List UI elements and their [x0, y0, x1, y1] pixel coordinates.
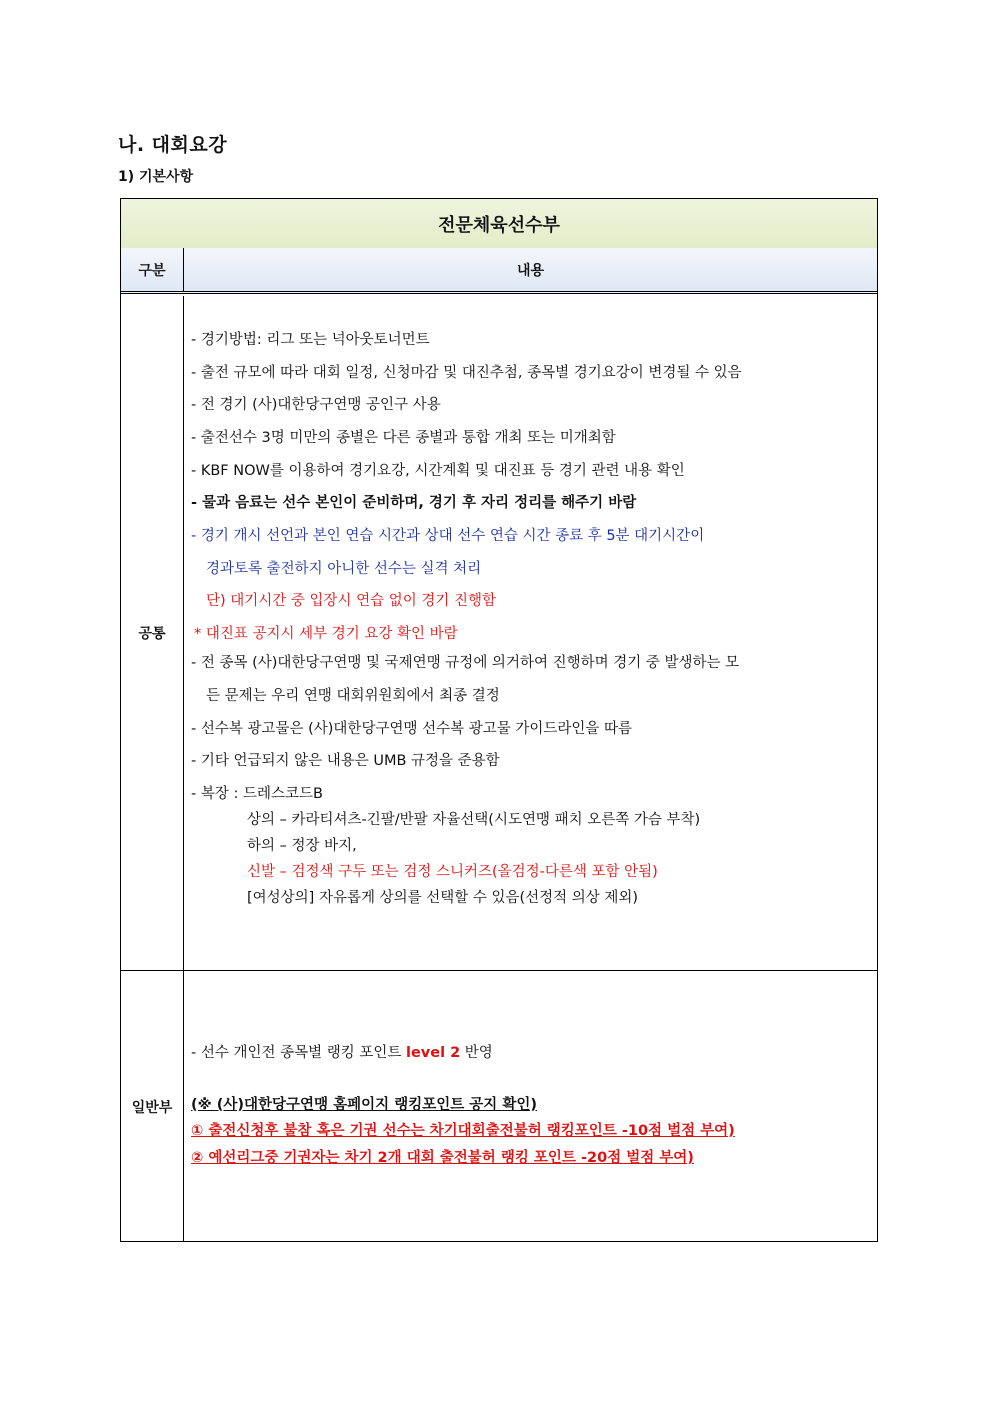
penalty-item: ② 예선리그중 기권자는 차기 2개 대회 출전불허 랭킹 포인트 -20점 벌점 부여) — [191, 1150, 694, 1166]
list-item: - 경기방법: 리그 또는 넉아웃토너먼트 — [191, 332, 430, 348]
penalty-item: ① 출전신청후 불참 혹은 기권 선수는 차기대회출전불허 랭킹포인트 -10점 벌점 부여) — [191, 1123, 735, 1139]
dress-item-red: 신발 – 검정색 구두 또는 검정 스니커즈(올검정-다른색 포함 안됨) — [247, 864, 658, 880]
ranking-suffix: 반영 — [460, 1045, 493, 1061]
list-item: 든 문제는 우리 연맹 대회위원회에서 최종 결정 — [206, 688, 500, 704]
list-item-blue: 경과토록 출전하지 아니한 선수는 실격 처리 — [206, 561, 482, 577]
list-item-bold: - 물과 음료는 선수 본인이 준비하며, 경기 후 자리 정리를 해주기 바람 — [191, 495, 637, 511]
dress-item: 하의 – 정장 바지, — [247, 838, 357, 854]
ranking-level: level 2 — [405, 1045, 461, 1061]
list-item: - 출전 규모에 따라 대회 일정, 신청마감 및 대진추첨, 종목별 경기요강이 변경될 수 있음 — [191, 365, 742, 381]
list-item-blue: - 경기 개시 선언과 본인 연습 시간과 상대 선수 연습 시간 종료 후 5분 대기시간이 — [191, 528, 705, 544]
header-content: 내용 — [183, 248, 877, 291]
common-content — [191, 296, 869, 970]
row-label-general: 일반부 — [131, 1100, 173, 1116]
ranking-prefix: - 선수 개인전 종목별 랭킹 포인트 — [191, 1045, 406, 1061]
list-item: - 출전선수 3명 미만의 종별은 다른 종별과 통합 개최 또는 미개최함 — [191, 430, 616, 446]
list-item: - 전 경기 (사)대한당구연맹 공인구 사용 — [191, 397, 441, 413]
list-item: - KBF NOW를 이용하여 경기요강, 시간계획 및 대진표 등 경기 관련 내용 확인 — [191, 463, 685, 479]
dress-item: [여성상의] 자유롭게 상의를 선택할 수 있음(선정적 의상 제외) — [247, 890, 639, 906]
rules-table — [120, 198, 878, 1242]
list-item-red: 단) 대기시간 중 입장시 연습 없이 경기 진행함 — [206, 593, 497, 609]
list-item-red: * 대진표 공지시 세부 경기 요강 확인 바람 — [194, 626, 458, 642]
list-item: - 전 종목 (사)대한당구연맹 및 국제연맹 규정에 의거하여 진행하며 경기 중 발생하는 모 — [191, 655, 740, 671]
general-content — [191, 971, 869, 1241]
list-item: - 기타 언급되지 않은 내용은 UMB 규정을 준용함 — [191, 753, 500, 769]
row-label-common: 공통 — [138, 626, 166, 642]
list-item: - 복장 : 드레스코드B — [191, 786, 323, 802]
table-row-general — [121, 971, 877, 1241]
dress-item: 상의 – 카라티셔츠-긴팔/반팔 자율선택(시도연맹 패치 오른쪽 가슴 부착) — [247, 812, 701, 828]
header-category: 구분 — [138, 262, 166, 279]
table-header-row — [121, 248, 877, 294]
subsection-title: 1) 기본사항 — [118, 169, 194, 185]
list-item: - 선수복 광고물은 (사)대한당구연맹 선수복 광고물 가이드라인을 따름 — [191, 721, 633, 737]
table-banner-title: 전문체육선수부 — [121, 199, 877, 249]
ranking-notice: (※ (사)대한당구연맹 홈페이지 랭킹포인트 공지 확인) — [191, 1097, 537, 1113]
ranking-line — [191, 1043, 493, 1063]
table-row-common — [121, 296, 877, 971]
section-title: 나. 대회요강 — [118, 134, 228, 156]
